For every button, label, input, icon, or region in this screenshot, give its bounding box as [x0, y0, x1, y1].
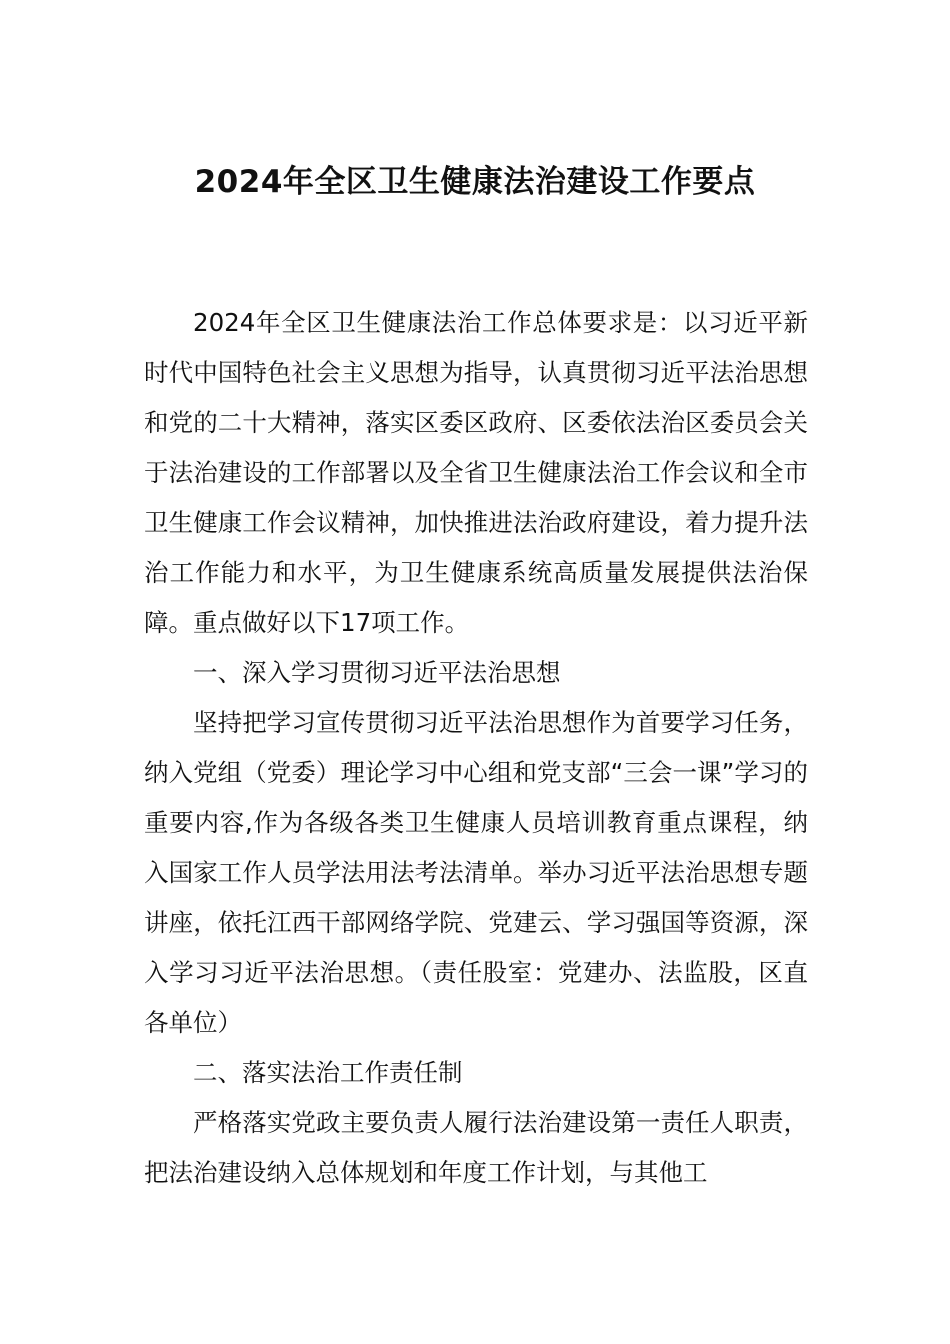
document-title: 2024年全区卫生健康法治建设工作要点 — [194, 164, 756, 200]
section-paragraph-2: 严格落实党政主要负责人履行法治建设第一责任人职责，把法治建设纳入总体规划和年度工作计划，与其他工 — [144, 1108, 808, 1187]
intro-paragraph: 2024年全区卫生健康法治工作总体要求是：以习近平新时代中国特色社会主义思想为指导，认真贯彻习近平法治思想和党的二十大精神，落实区委区政府、区委依法治区委员会关于法治建设的工作部署以及全省卫生健康法治工作会议和全市卫生健康工作会议精神，加快推进法治政府建设，着力提升法治工作能力和水平，为卫生健康系统高质量发展提供法治保障。重点做好以下17项工作。 — [144, 308, 808, 637]
section-paragraph-1: 坚持把学习宣传贯彻习近平法治思想作为首要学习任务，纳入党组（党委）理论学习中心组和党支部“三会一课”学习的重要内容,作为各级各类卫生健康人员培训教育重点课程，纳入国家工作人员学法用法考法清单。举办习近平法治思想专题讲座，依托江西干部网络学院、党建云、学习强国等资源，深入学习习近平法治思想。（责任股室：党建办、法监股，区直各单位） — [144, 708, 808, 1037]
section-heading-1: 一、深入学习贯彻习近平法治思想 — [193, 658, 561, 687]
document-body — [144, 298, 808, 1198]
section-heading-2: 二、落实法治工作责任制 — [193, 1058, 463, 1087]
